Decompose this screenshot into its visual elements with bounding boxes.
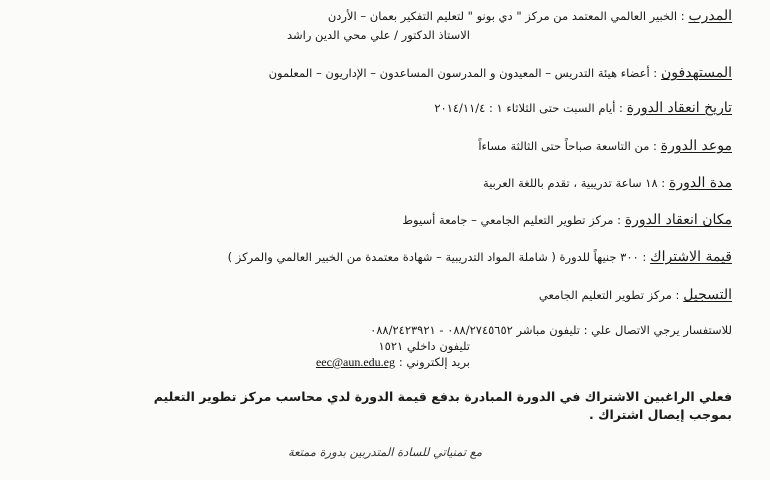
duration-value: : ١٨ ساعة تدريبية ، تقدم باللغة العربية	[483, 176, 666, 190]
contact-extension: تليفون داخلي ١٥٢١	[378, 339, 470, 353]
target-value: : أعضاء هيئة التدريس – المعيدون و المدرسون المساعدون – الإداريون – المعلمون	[268, 66, 658, 80]
contact-phone-row	[370, 322, 732, 338]
fee-value: : ٣٠٠ جنيهاً للدورة ( شاملة المواد التدريبية – شهادة معتمدة من الخبير العالمي والمركز )	[227, 250, 647, 264]
time-row	[478, 138, 732, 154]
dates-label: تاريخ انعقاد الدورة	[626, 100, 732, 116]
duration-label: مدة الدورة	[669, 175, 732, 191]
registration-label: التسجيل	[683, 287, 732, 303]
contact-email-link[interactable]: eec@aun.edu.eg	[315, 355, 395, 369]
duration-row	[483, 175, 732, 191]
fee-label: قيمة الاشتراك	[650, 249, 732, 265]
trainer-name-row	[287, 27, 470, 43]
trainer-label: المدرب	[688, 8, 732, 24]
target-label: المستهدفون	[661, 65, 732, 81]
dates-value: : أيام السبت حتى الثلاثاء ١ : ٢٠١٤/١١/٤	[434, 101, 623, 115]
registration-row	[539, 287, 732, 303]
contact-email-row	[316, 354, 470, 370]
trainer-row	[328, 8, 732, 24]
venue-row	[402, 212, 732, 228]
dates-row	[434, 100, 732, 116]
target-row	[269, 65, 732, 81]
contact-extension-row	[378, 338, 470, 354]
trainer-value: : الخبير العالمي المعتمد من مركز " دي بونو " لتعليم التفكير بعمان – الأردن	[327, 9, 685, 23]
fee-row	[228, 249, 732, 265]
trainer-name: الاستاذ الدكتور / علي محي الدين راشد	[286, 28, 470, 42]
notice-line-2: بموجب إيصال اشتراك .	[589, 407, 732, 422]
contact-email-label: بريد إلكتروني :	[398, 355, 470, 369]
notice-line-1: فعلي الراغبين الاشتراك في الدورة المبادرة بدفع قيمة الدورة لدي محاسب مركز تطوير التعليم	[153, 389, 732, 404]
venue-label: مكان انعقاد الدورة	[624, 212, 732, 228]
contact-phones: للاستفسار يرجي الاتصال علي : تليفون مباشر ٠٨٨/٢٧٤٥٦٥٢ - ٠٨٨/٢٤٢٣٩٢١	[370, 323, 732, 337]
notice-row-2	[589, 407, 732, 423]
closing-line: مع تمنياتي للسادة المتدربين بدورة ممتعة	[287, 445, 483, 459]
time-label: موعد الدورة	[660, 138, 732, 154]
notice-row-1	[154, 389, 732, 405]
venue-value: : مركز تطوير التعليم الجامعي – جامعة أسيوط	[402, 213, 621, 227]
time-value: : من التاسعة صباحاً حتى الثالثة مساءاً	[478, 139, 657, 153]
registration-value: : مركز تطوير التعليم الجامعي	[538, 288, 680, 302]
